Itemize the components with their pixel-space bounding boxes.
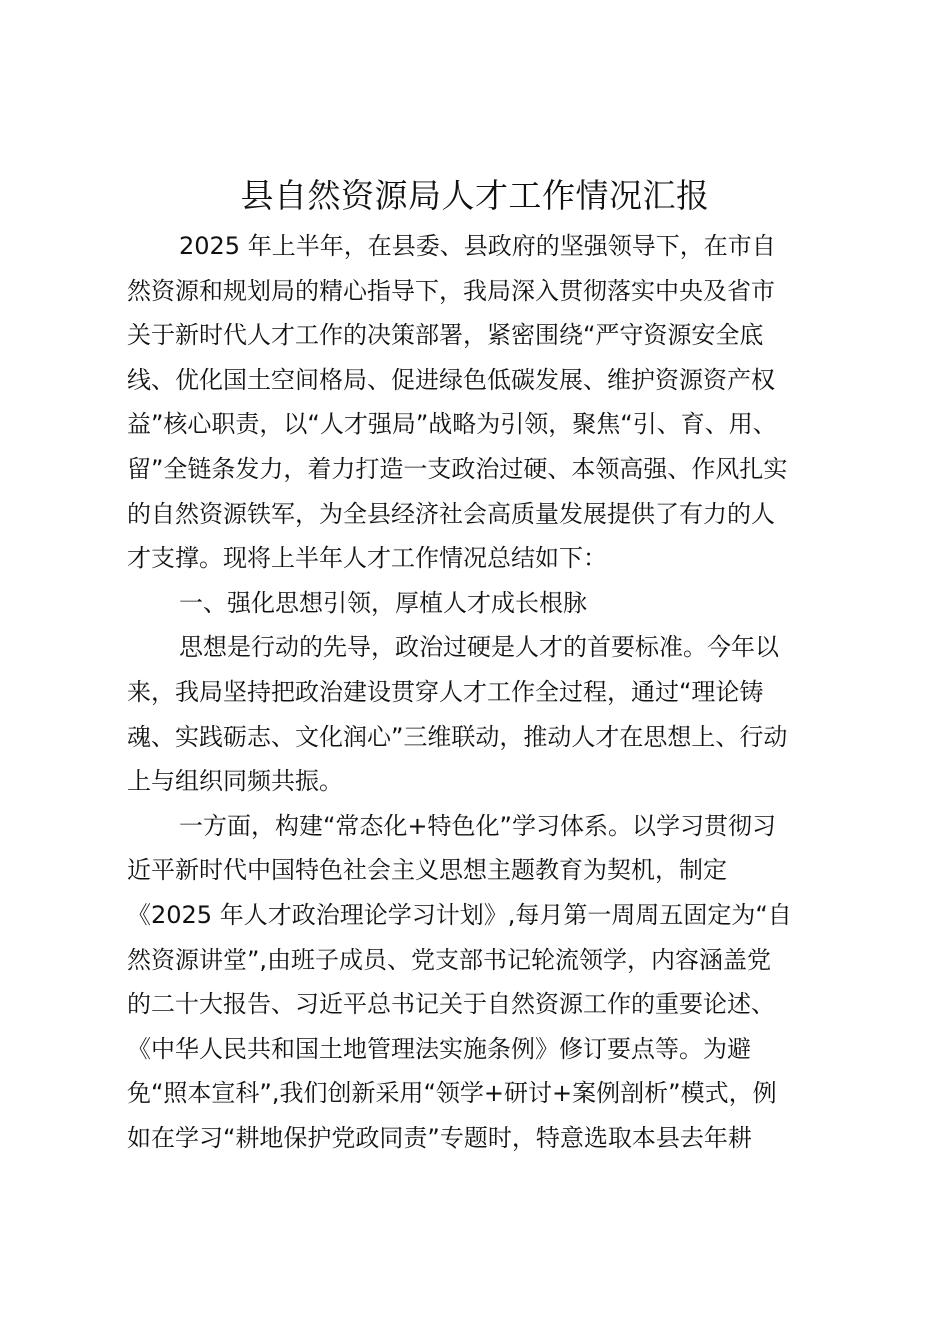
body-line: 《中华人民共和国土地管理法实施条例》修订要点等。为避 <box>127 1034 751 1063</box>
body-line: 思想是行动的先导，政治过硬是人才的首要标准。今年以 <box>179 633 779 662</box>
body-line: 关于新时代人才工作的决策部署，紧密围绕“严守资源安全底 <box>127 321 764 350</box>
body-line: 来，我局坚持把政治建设贯穿人才工作全过程，通过“理论铸 <box>127 677 764 706</box>
body-line: 上与组织同频共振。 <box>127 767 343 796</box>
body-line: 才支撑。现将上半年人才工作情况总结如下： <box>127 544 607 573</box>
body-line: 线、优化国土空间格局、促进绿色低碳发展、维护资源资产权 <box>127 365 775 394</box>
body-line: 近平新时代中国特色社会主义思想主题教育为契机，制定 <box>127 856 727 885</box>
document-title: 县自然资源局人才工作情况汇报 <box>240 176 710 215</box>
body-line: 然资源和规划局的精心指导下，我局深入贯彻落实中央及省市 <box>127 276 775 305</box>
body-line: 免“照本宣科”,我们创新采用“领学+研讨+案例剖析”模式，例 <box>127 1079 777 1108</box>
body-line: 如在学习“耕地保护党政同责”专题时，特意选取本县去年耕 <box>127 1123 752 1152</box>
body-line: 魂、实践砺志、文化润心”三维联动，推动人才在思想上、行动 <box>127 722 788 751</box>
body-line: 的二十大报告、习近平总书记关于自然资源工作的重要论述、 <box>127 990 775 1019</box>
body-line: 留”全链条发力，着力打造一支政治过硬、本领高强、作风扎实 <box>127 454 788 483</box>
body-line: 益”核心职责，以“人才强局”战略为引领，聚焦“引、育、用、 <box>127 410 777 439</box>
body-line: 一方面，构建“常态化+特色化”学习体系。以学习贯彻习 <box>179 811 776 840</box>
body-line: 的自然资源铁军，为全县经济社会高质量发展提供了有力的人 <box>127 499 775 528</box>
document-body <box>127 224 827 1160</box>
body-line: 然资源讲堂”,由班子成员、党支部书记轮流领学，内容涵盖党 <box>127 945 772 974</box>
body-line: 2025 年上半年，在县委、县政府的坚强领导下，在市自 <box>179 232 776 260</box>
body-line: 一、强化思想引领，厚植人才成长根脉 <box>179 588 587 617</box>
body-line: 《2025 年人才政治理论学习计划》,每月第一周周五固定为“自 <box>127 900 792 929</box>
